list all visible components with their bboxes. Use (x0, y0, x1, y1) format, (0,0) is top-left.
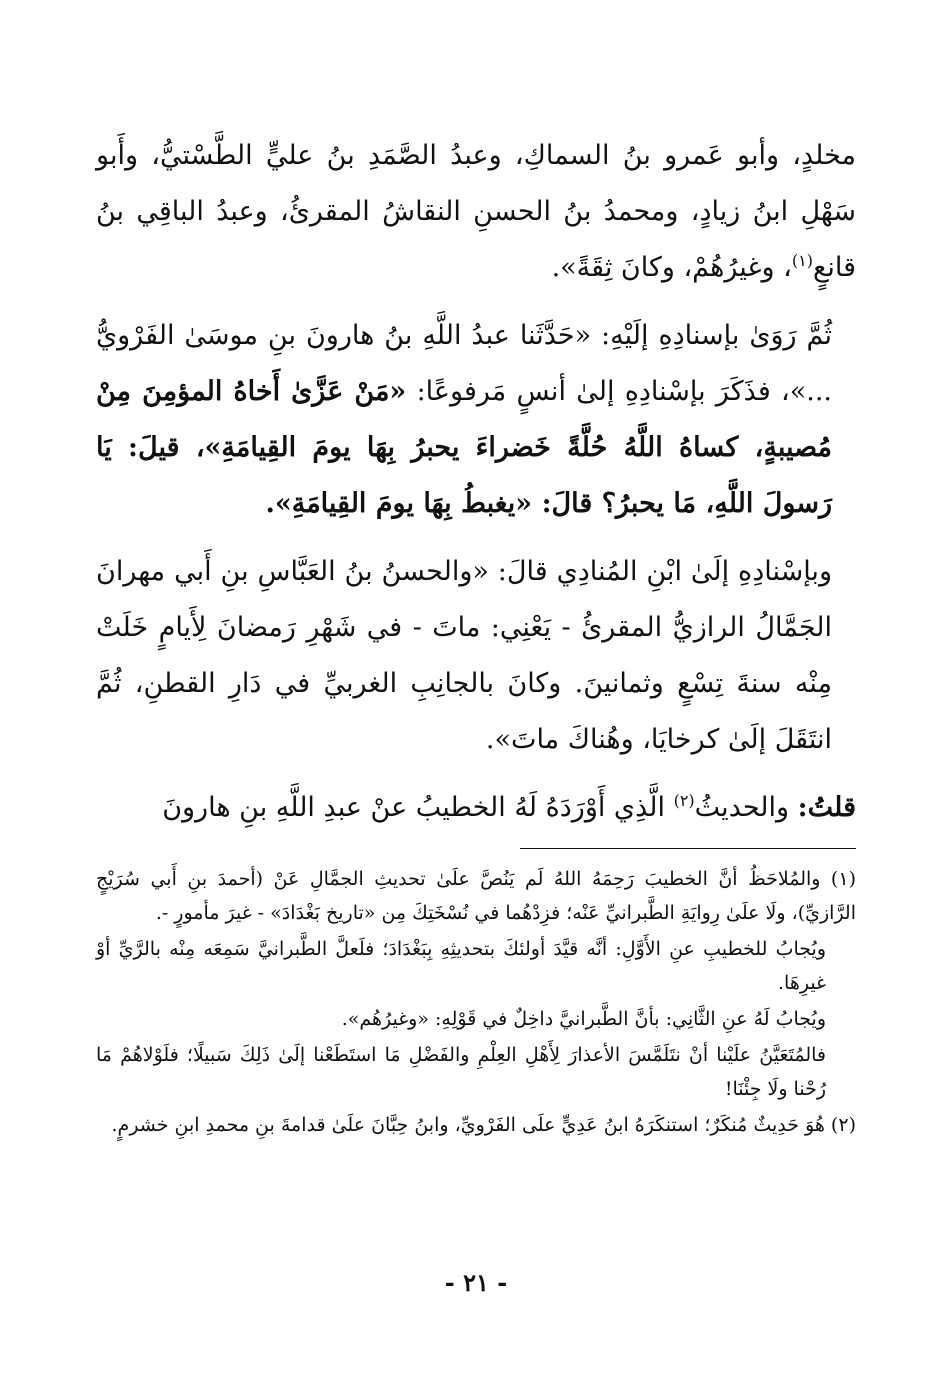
paragraph-4-text-b: الَّذِي أَوْرَدَهُ لَهُ الخطيبُ عنْ عبدِ اللَّهِ بنِ هارونَ (162, 792, 665, 823)
hadith-text: «مَنْ عَزَّىٰ أَخاهُ المؤمِنَ مِنْ مُصيبةٍ، كساهُ اللَّهُ حُلَّةً خَضراءَ يحبرُ بِهَا يومَ القِيامَةِ»، قيلَ: يَا رَسولَ اللَّهِ، مَا يحبرُ؟ قالَ: «يغبطُ بِهَا يومَ القِيامَةِ». (96, 376, 832, 519)
paragraph-4-lead: قلتُ: (797, 792, 856, 823)
footnote-1: (١) والمُلاحَظُ أنَّ الخطيبَ رَحِمَهُ اللهُ لَم يَنُصَّ علَىٰ تحديثِ الجمَّالِ عَنْ (أحمدَ بنِ أَبي سُرَيْجٍ الرَّازيِّ)، ولَا علَىٰ رِوايَةِ الطَّبرانيِّ عَنْه؛ فزِدْهُما في نُسْخَتِكَ مِن «تاريخ بَغْدَادَ» - غيرَ مأمورٍ -. (96, 868, 856, 924)
footnote-2: (٢) هُوَ حَدِيثٌ مُنكَرٌ؛ استنكَرَهُ ابنُ عَدِيٍّ علَى الفَرْويِّ، وابنُ حِبَّانَ علَىٰ قدامةَ بنِ محمدِ ابنِ خشرمٍ. (111, 1114, 856, 1136)
footnote-1-note-b: ويُجابُ لَهُ عنِ الثَّانِي: بأنَّ الطَّبرانيَّ داخِلٌ في قَوْلِهِ: «وغيرُهُم». (341, 1008, 826, 1030)
footnotes (96, 862, 856, 1144)
paragraph-3 (96, 544, 856, 768)
paragraph-3-text: وبإسْنادِهِ إلَىٰ ابْنِ المُنادِي قالَ: «والحسنُ بنُ العَبَّاسِ بنِ أَبي مهرانَ الجَمَّالُ الرازيُّ المقرئُ - يَعْنِي: ماتَ - في شَهْرِ رَمضانَ لِأَيامٍ خَلَتْ مِنْه سنةَ تِسْعٍ وثمانينَ. وكانَ بالجانِبِ الغربيِّ في دَارِ القطنِ، ثُمَّ انتَقَلَ إلَىٰ كرخايَا، وهُناكَ ماتَ». (96, 556, 832, 755)
paragraph-1-text: مخلدٍ، وأبو عَمرو بنُ السماكِ، وعبدُ الصَّمَدِ بنُ عليٍّ الطَّسْتيُّ، وأَبو سَهْلِ ابنُ زيادٍ، ومحمدُ بنُ الحسنِ النقاشُ المقرئُ، وعبدُ الباقِي بنُ قانعٍ (96, 140, 856, 283)
footnote-separator (520, 848, 856, 849)
paragraph-1 (96, 128, 856, 296)
footnote-ref-1[interactable]: (١) (791, 251, 813, 270)
paragraph-1-tail: ، وغيرُهُمْ، وكانَ ثِقَةً». (551, 252, 792, 283)
paragraph-2-text: ثُمَّ رَوَىٰ بإسنادِهِ إلَيْهِ: «حَدَّثَنا عبدُ اللَّهِ بنُ هارونَ بنِ موسَىٰ الفَرْويُّ ...»، فذَكَرَ بإسْنادِهِ إلىٰ أنسٍ مَرفوعًا: (96, 320, 832, 407)
paragraph-4 (96, 780, 856, 836)
footnote-1-note-a: ويُجابُ للخطيبِ عنِ الأَوَّلِ: أنَّه قيَّدَ أولئكَ بتحديثِهِ بِبَغْدَادَ؛ فلَعلَّ الطَّبرانيَّ سَمِعَه مِنْه بالرَّيِّ أوْ غيرِهَا. (96, 938, 826, 994)
paragraph-2 (96, 308, 856, 532)
page-number: - ٢١ - (444, 1268, 508, 1297)
main-text (96, 128, 856, 848)
footnote-1-note-c: فالمُتَعَيَّنُ علَيْنا أنْ نتَلَمَّسَ الأعذارَ لِأَهْلِ العِلْمِ والفَضْلِ مَا استَطَعْنا إلَىٰ ذَلِكَ سَبيلًا؛ فلَوْلاهُمْ مَا رُحْنا ولَا جِئْنَا! (96, 1044, 826, 1100)
paragraph-4-text-a: والحديثُ (694, 792, 790, 823)
footnote-ref-2[interactable]: (٢) (673, 791, 695, 810)
